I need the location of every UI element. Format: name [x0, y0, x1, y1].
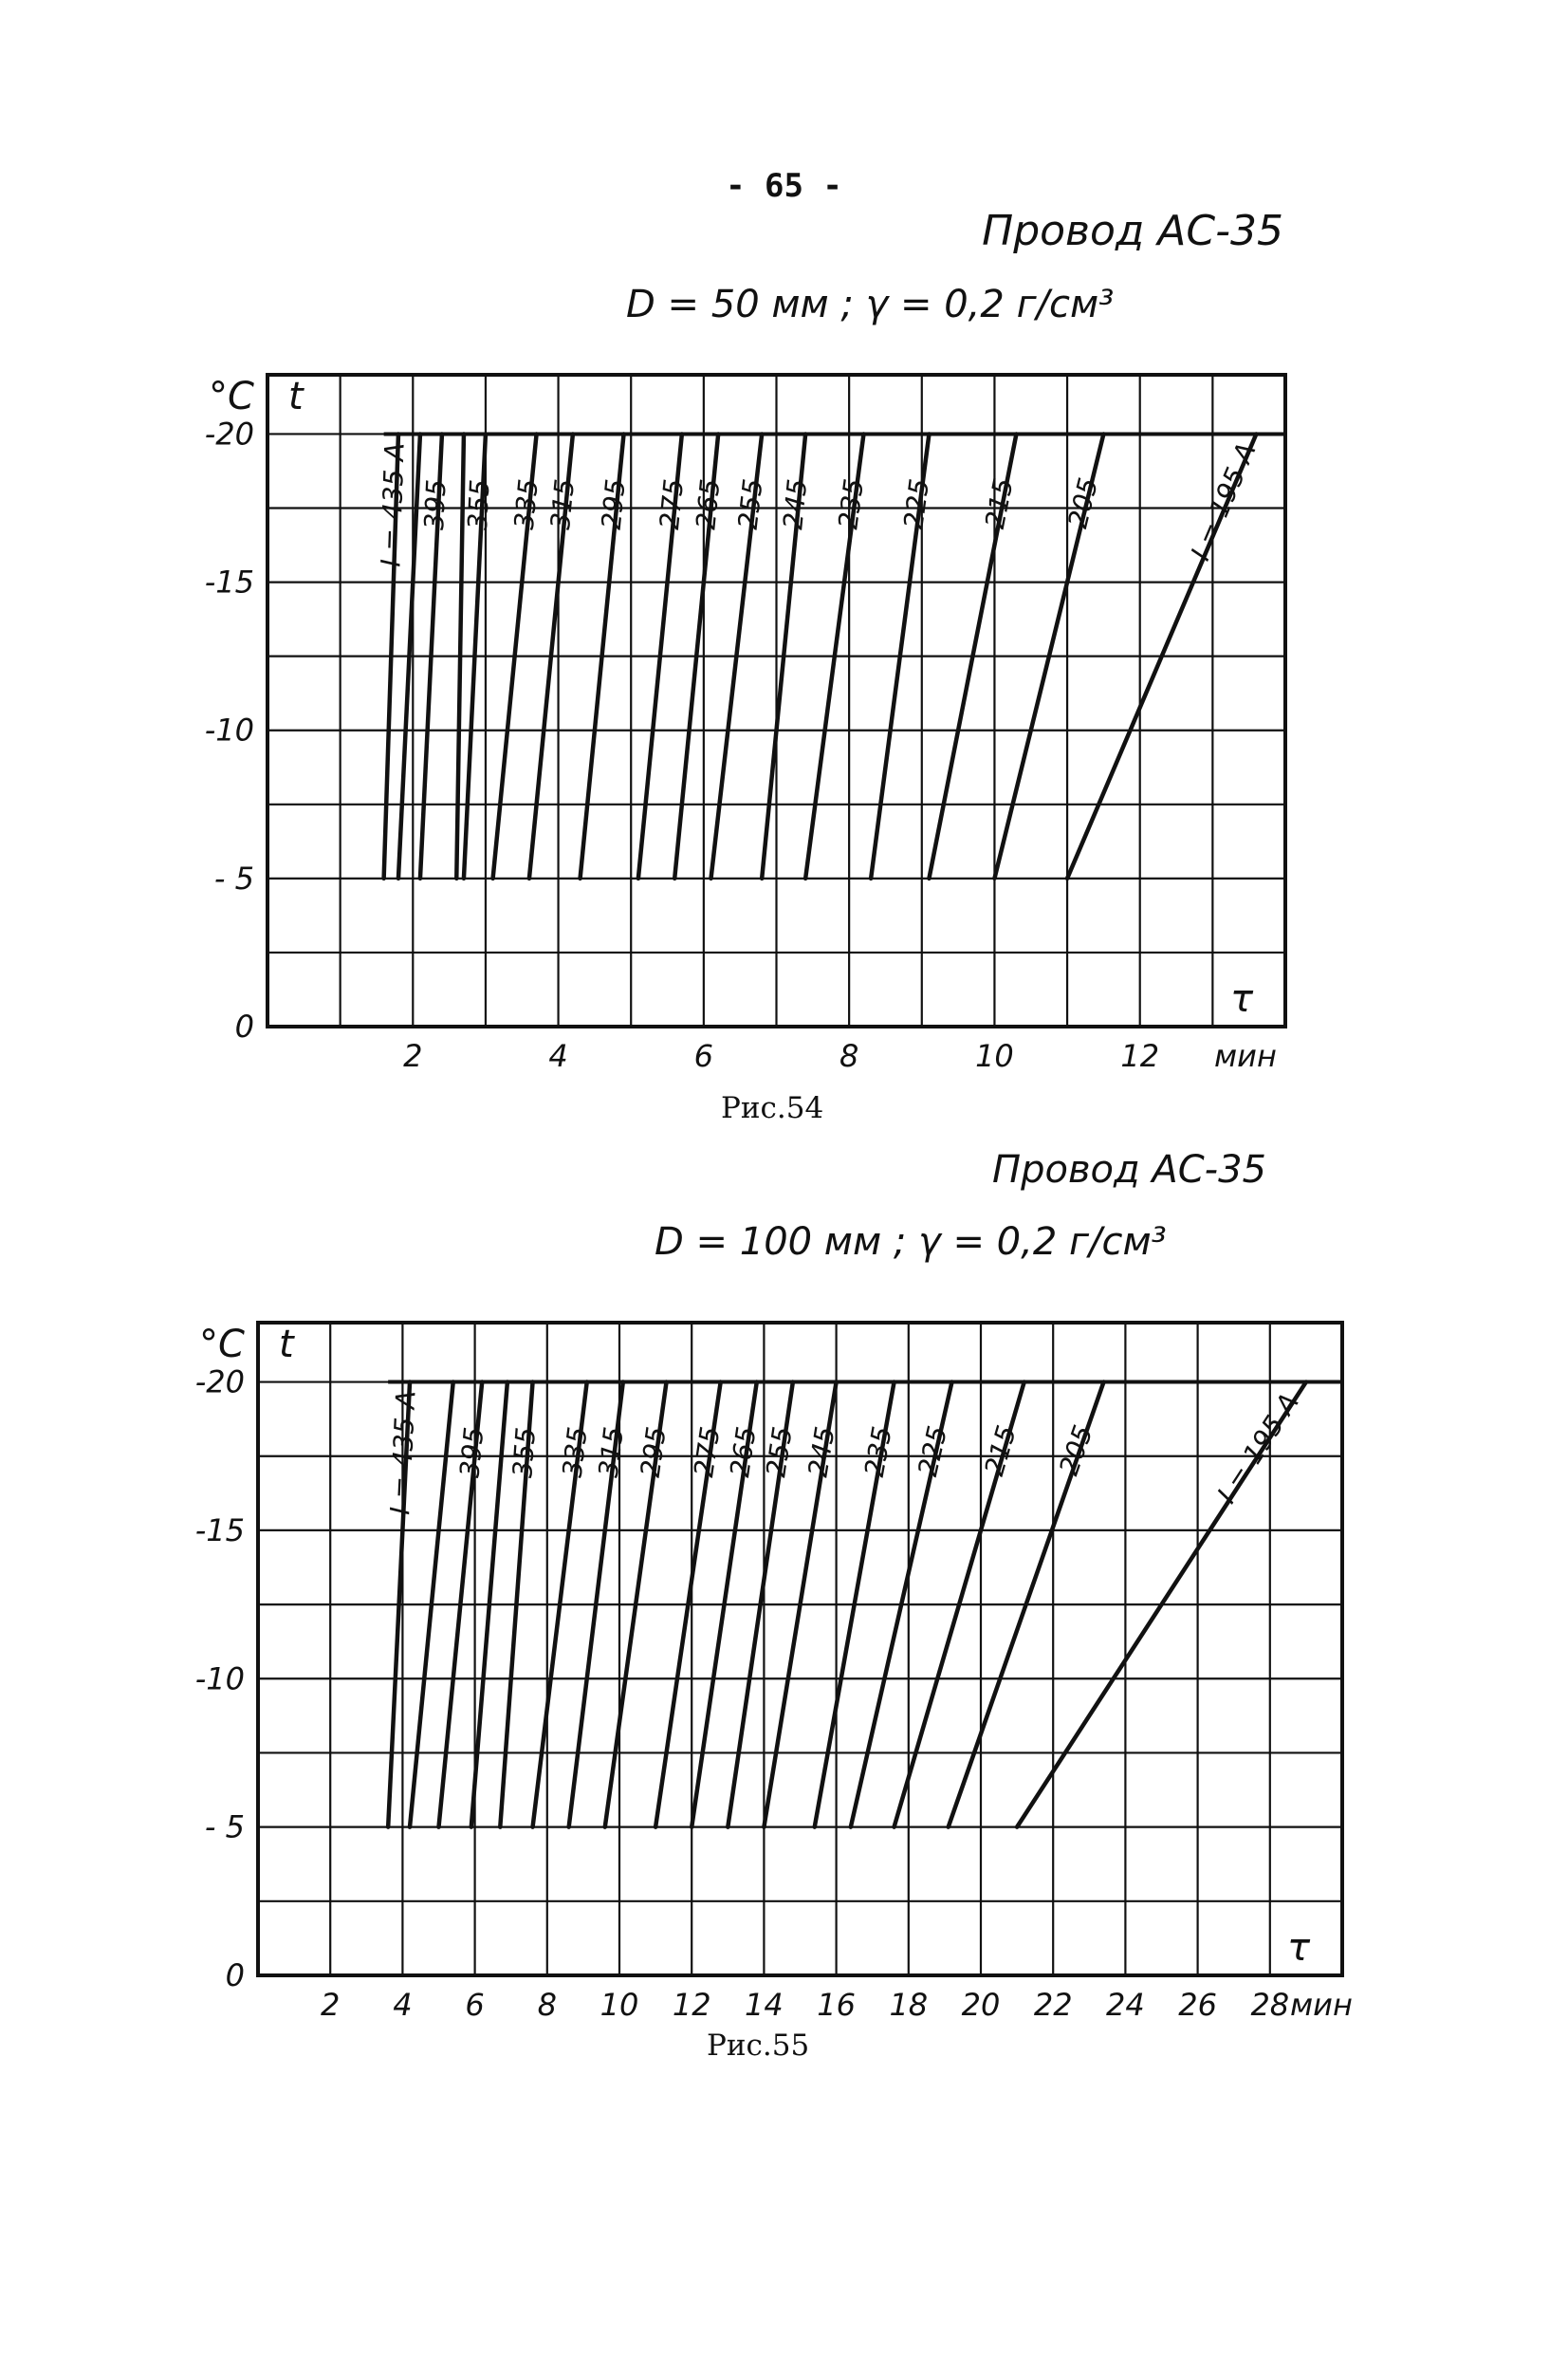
series-label: 275: [688, 1424, 727, 1480]
x-tick-label: 6: [465, 1987, 485, 2023]
series-label: 255: [731, 476, 769, 531]
series-label: 225: [897, 476, 936, 531]
chart-55: [0, 1300, 1568, 2049]
x-tick-label: 14: [745, 1987, 784, 2023]
series-label: I = 435 A: [375, 442, 411, 568]
y-tick-label: -15: [204, 564, 254, 601]
x-tick-label: 10: [975, 1038, 1014, 1074]
x-tick-label: 20: [961, 1987, 1001, 2023]
y-tick-label: -20: [194, 1363, 245, 1400]
x-tick-label: 12: [672, 1987, 711, 2023]
y-tick-label: -20: [204, 416, 254, 453]
x-unit-label: мин: [1214, 1038, 1277, 1074]
y-axis-label: t: [288, 375, 304, 418]
chart-54: [0, 351, 1568, 1101]
series-label: 215: [978, 1421, 1023, 1480]
series-label: 395: [417, 478, 452, 531]
series-label: 295: [634, 1424, 673, 1480]
series-label: 395: [453, 1425, 490, 1479]
y-tick-label: 0: [225, 1957, 245, 1993]
x-axis-label: τ: [1287, 1926, 1311, 1970]
x-tick-label: 4: [393, 1987, 413, 2023]
series-label: 225: [912, 1422, 954, 1480]
series-label: 245: [802, 1424, 841, 1480]
y-tick-label: -15: [194, 1511, 245, 1548]
x-tick-label: 8: [537, 1987, 557, 2023]
series-label: 275: [654, 477, 691, 531]
y-axis-label: t: [279, 1323, 294, 1366]
x-axis-label: τ: [1230, 977, 1254, 1021]
x-tick-label: 10: [600, 1987, 639, 2023]
y-tick-label: - 5: [213, 860, 254, 897]
x-tick-label: 12: [1120, 1038, 1160, 1074]
x-tick-label: 2: [403, 1038, 423, 1074]
x-tick-label: 2: [321, 1987, 341, 2023]
series-label: 215: [979, 475, 1020, 531]
y-tick-label: - 5: [204, 1808, 245, 1845]
page-number: - 65 -: [726, 167, 842, 205]
series-label: 335: [507, 477, 544, 531]
series-label: 355: [507, 1426, 543, 1479]
series-label: I = 435 A: [384, 1389, 422, 1516]
series-label: 295: [595, 477, 632, 531]
x-tick-label: 24: [1106, 1987, 1145, 2023]
chart-2-wire-label: Провод АС-35: [992, 1148, 1266, 1192]
y-unit-label: °C: [209, 375, 254, 418]
x-unit-label: мин: [1290, 1987, 1353, 2023]
x-tick-label: 4: [548, 1038, 568, 1074]
series-label: 205: [1052, 1420, 1099, 1480]
series-label: 265: [724, 1424, 763, 1480]
series-label: 315: [592, 1424, 630, 1479]
chart-1-caption: Рис.54: [721, 1091, 824, 1125]
x-tick-label: 22: [1033, 1987, 1073, 2023]
series-label: 315: [544, 477, 581, 531]
series-label: 245: [777, 477, 814, 531]
series-label: 235: [858, 1423, 898, 1480]
series-label: I = 195 A: [1210, 1387, 1305, 1510]
series-label: 265: [690, 477, 727, 531]
x-tick-label: 18: [889, 1987, 929, 2023]
chart-1-wire-label: Провод АС-35: [982, 207, 1283, 255]
y-tick-label: 0: [234, 1009, 254, 1045]
x-tick-label: 26: [1178, 1987, 1217, 2023]
y-tick-label: -10: [194, 1660, 245, 1697]
x-tick-label: 16: [817, 1987, 856, 2023]
x-tick-label: 8: [839, 1038, 859, 1074]
series-label: 205: [1061, 474, 1105, 532]
series-label: I = 195 A: [1184, 437, 1263, 565]
plot-frame: [258, 1323, 1342, 1975]
series-label: 235: [832, 476, 871, 531]
series-label: 335: [556, 1424, 594, 1479]
chart-2-conditions: D = 100 мм ; γ = 0,2 г/см³: [655, 1220, 1167, 1264]
chart-2-caption: Рис.55: [707, 2029, 810, 2063]
x-tick-label: 28: [1250, 1987, 1290, 2023]
series-label: 355: [461, 478, 496, 531]
y-unit-label: °C: [199, 1323, 245, 1366]
x-tick-label: 6: [693, 1038, 714, 1074]
y-tick-label: -10: [204, 712, 254, 749]
chart-1-conditions: D = 50 мм ; γ = 0,2 г/см³: [626, 283, 1115, 326]
series-label: 255: [760, 1424, 799, 1480]
